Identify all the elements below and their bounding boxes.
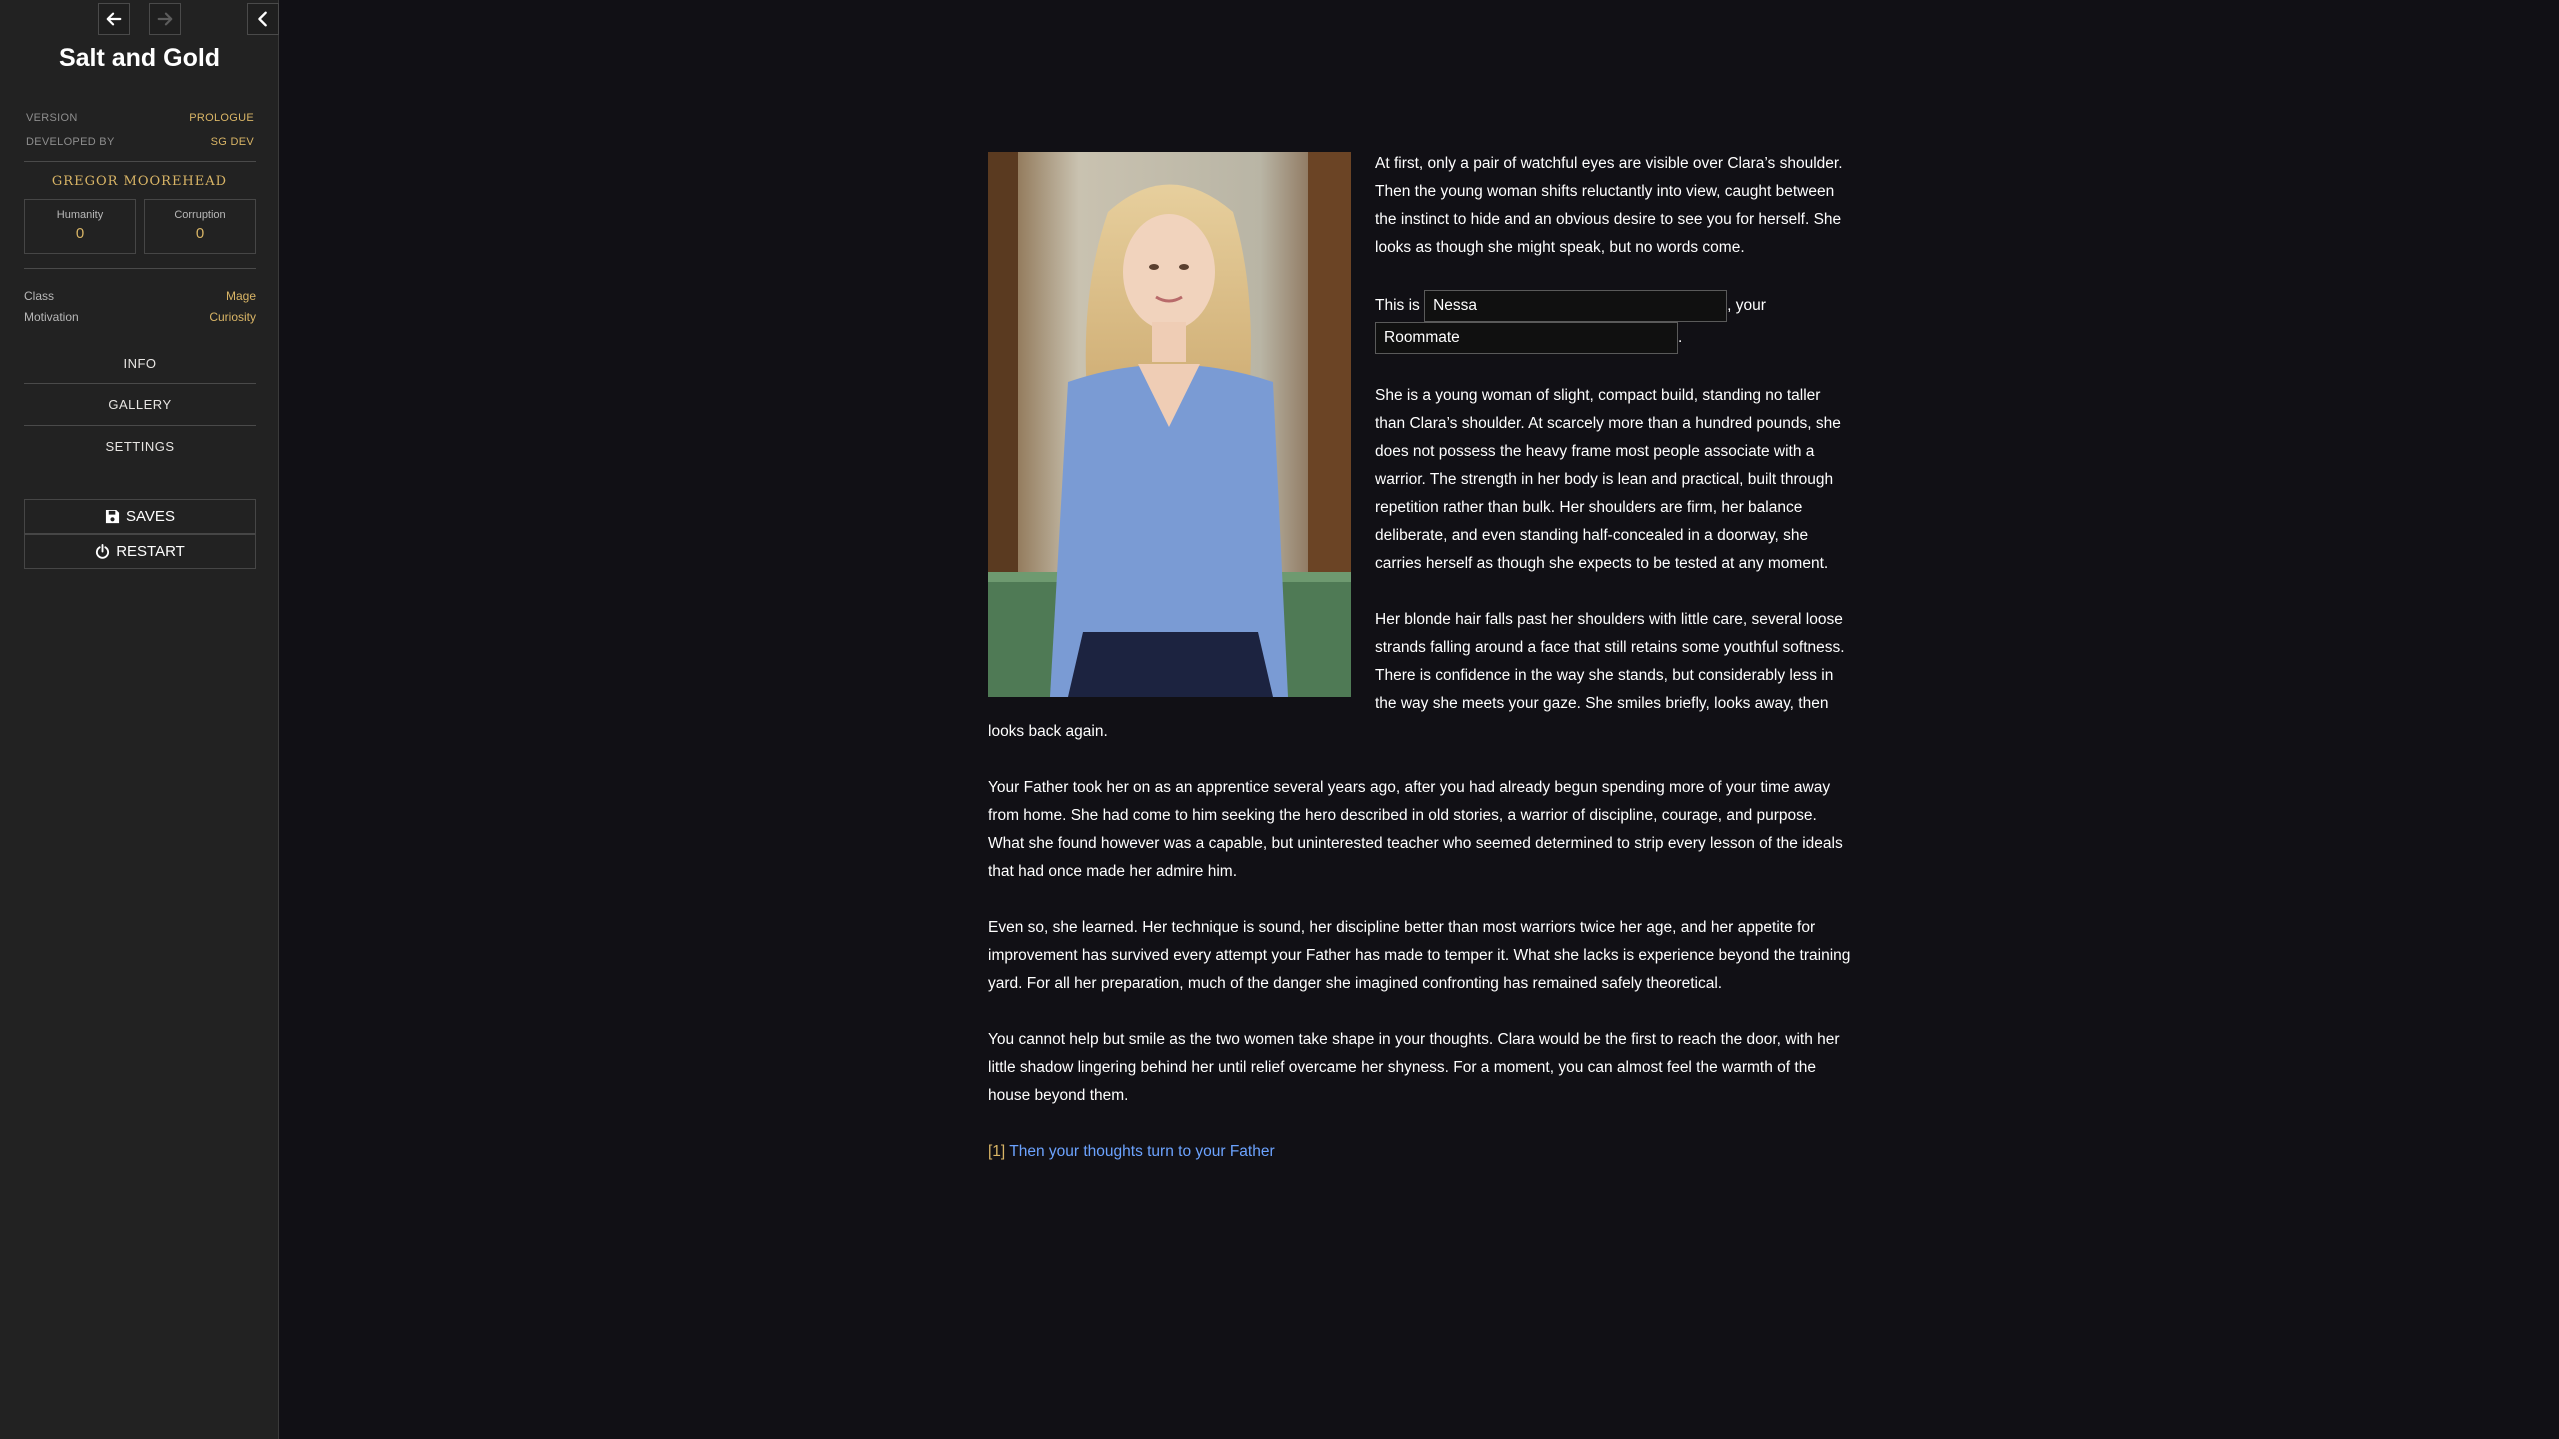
attribute-value: Mage [225, 289, 256, 303]
attribute-label: Class [24, 289, 55, 303]
developer-row [26, 136, 254, 148]
story-paragraph: Her blonde hair falls past her shoulders with little care, several loose strands falling around a face that still retains some youthful softness. There is confidence in the way she stands, but considerably less in the way she meets your gaze. She smiles briefly, looks away, then looks back again. [988, 611, 1845, 740]
nav-info[interactable]: INFO [123, 356, 157, 371]
version-label: VERSION [26, 112, 78, 124]
version-row [26, 112, 254, 124]
history-back-button[interactable] [98, 3, 130, 35]
choice-link[interactable]: Then your thoughts turn to your Father [1009, 1143, 1275, 1160]
naming-suffix: . [1678, 329, 1683, 347]
character-portrait [988, 152, 1351, 697]
attribute-class [24, 289, 256, 303]
chevron-left-icon [254, 10, 272, 28]
history-forward-button[interactable] [149, 3, 181, 35]
stat-corruption [144, 199, 256, 254]
story-title: Salt and Gold [58, 44, 221, 72]
developer-value: SG DEV [210, 136, 254, 148]
saves-label: SAVES [126, 508, 175, 525]
saves-button[interactable] [24, 499, 256, 534]
attribute-value: Curiosity [209, 310, 256, 324]
stat-value: 0 [195, 225, 205, 242]
story-paragraph: Your Father took her on as an apprentice several years ago, after you had already begun spending more of your time away from home. She had come to him seeking the hero described in old stories, a warrior of discipline, courage, and purpose. What she found however was a capable, but uninterested teacher who seemed determined to strip every lesson of the ideals that had once made her admire him. [988, 779, 1843, 880]
story-paragraph: Even so, she learned. Her technique is sound, her discipline better than most warriors twice her age, and her appetite for improvement has survived every attempt your Father has made to temper it. What she lacks is experience beyond the training yard. For all her preparation, much of the danger she imagined confronting has remained safely theoretical. [988, 919, 1851, 992]
divider [24, 425, 256, 426]
sidebar [0, 0, 279, 1439]
story-paragraph: She is a young woman of slight, compact build, standing no taller than Clara’s shoulder. At scarcely more than a hundred pounds, she does not possess the heavy frame most people associate with a warrior. The strength in her body is lean and practical, built through repetition rather than bulk. Her shoulders are firm, her balance deliberate, and even standing half-concealed in a doorway, she carries herself as though she expects to be tested at any moment. [1375, 387, 1841, 572]
naming-prefix: This is [1375, 297, 1420, 315]
story-paragraph: You cannot help but smile as the two women take shape in your thoughts. Clara would be the first to reach the door, with her little shadow lingering behind her until relief overcame her shyness. For a moment, you can almost feel the warmth of the house beyond them. [988, 1031, 1840, 1104]
version-value: PROLOGUE [189, 112, 254, 124]
developer-label: DEVELOPED BY [26, 136, 115, 148]
choice-number: [1] [988, 1143, 1006, 1160]
nav-gallery[interactable]: GALLERY [108, 397, 172, 412]
divider [24, 268, 256, 269]
attribute-label: Motivation [24, 310, 79, 324]
naming-middle: , your [1727, 297, 1766, 315]
intro-paragraph: At first, only a pair of watchful eyes are visible over Clara’s shoulder. Then the young woman shifts reluctantly into view, caught between the instinct to hide and an obvious desire to see you for herself. She looks as though she might speak, but no words come. [1375, 155, 1843, 256]
attribute-motivation [24, 310, 256, 324]
choice-1 [988, 1138, 1854, 1166]
divider [24, 161, 256, 162]
stat-value: 0 [75, 225, 85, 242]
passage [988, 150, 1854, 1194]
stat-label: Humanity [56, 209, 104, 221]
stat-humanity [24, 199, 136, 254]
arrow-right-icon [156, 10, 174, 28]
restart-label: RESTART [116, 543, 185, 560]
floppy-disk-icon [105, 509, 120, 524]
nav-settings[interactable]: SETTINGS [105, 439, 175, 454]
restart-button[interactable] [24, 534, 256, 569]
stat-label: Corruption [174, 209, 226, 221]
companion-name-input[interactable] [1424, 290, 1727, 322]
portrait-illustration [988, 152, 1351, 697]
sidebar-collapse-button[interactable] [247, 3, 279, 35]
divider [24, 383, 256, 384]
power-icon [95, 544, 110, 559]
character-name: GREGOR MOOREHEAD [51, 174, 228, 189]
arrow-left-icon [105, 10, 123, 28]
relation-input[interactable] [1375, 322, 1678, 354]
